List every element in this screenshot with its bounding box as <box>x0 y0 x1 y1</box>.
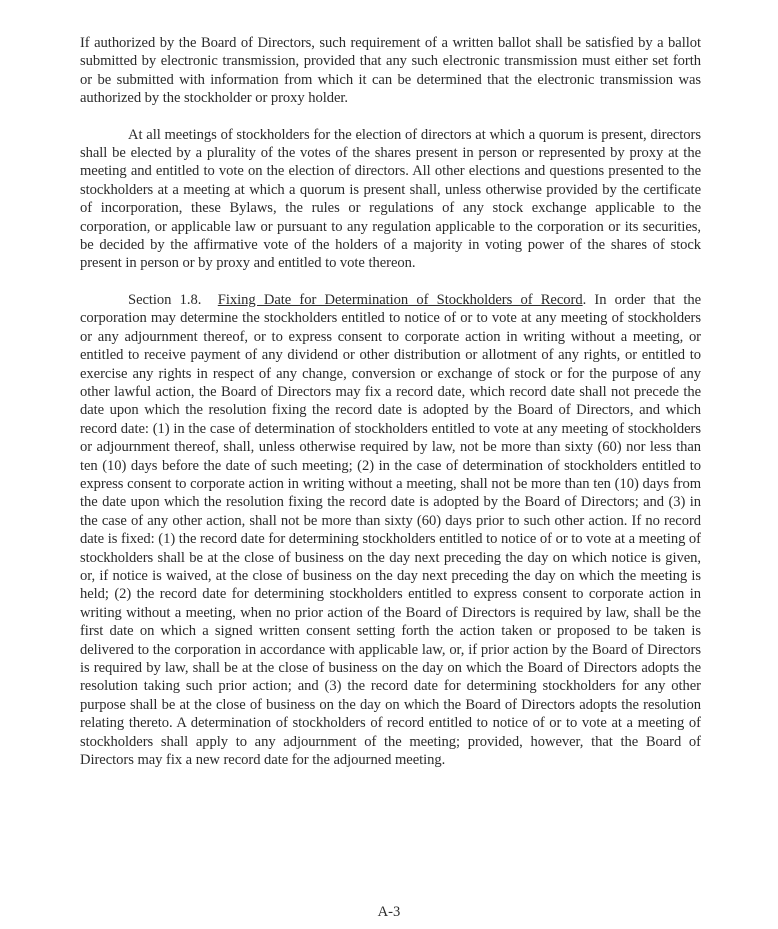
page-number: A-3 <box>377 904 401 920</box>
paragraph-section-1-8 <box>80 291 701 770</box>
paragraph-election-of-directors: At all meetings of stockholders for the election of directors at which a quorum is present, directors shall be elected by a plurality of the votes of the shares present in person or represented by proxy at the meeting and entitled to vote on the election of directors. All other elections and questions presented to the stockholders at a meeting at which a quorum is present shall, unless otherwise provided by the certificate of incorporation, these Bylaws, the rules or regulations of any stock exchange applicable to the corporation, or applicable law or pursuant to any regulation applicable to the corporation or its securities, be decided by the affirmative vote of the holders of a majority in voting power of the shares of stock present in person or by proxy and entitled to vote thereon. <box>80 126 701 272</box>
paragraph-gap <box>80 108 701 126</box>
paragraph-electronic-ballot: If authorized by the Board of Directors, such requirement of a written ballot shall be satisfied by a ballot submitted by electronic transmission, provided that any such electronic transmission must either set forth or be submitted with information from which it can be determined that the electronic transmission was authorized by the stockholder or proxy holder. <box>80 35 701 107</box>
section-body: . In order that the corporation may determine the stockholders entitled to notice of or to vote at any meeting of stockholders or any adjournment thereof, or to express consent to corporate action in writing without a meeting, or entitled to receive payment of any dividend or other distribution or allotment of any rights, or entitled to exercise any rights in respect of any change, conversion or exchange of stock or for the purpose of any other lawful action, the Board of Directors may fix a record date, which record date shall not precede the date upon which the resolution fixing the record date is adopted by the Board of Directors, and which record date: (1) in the case of determination of stockholders entitled to vote at any meeting of stockholders or adjournment thereof, shall, unless otherwise required by law, not be more than sixty (60) nor less than ten (10) days before the date of such meeting; (2) in the case of determination of stockholders entitled to express consent to corporate action in writing without a meeting, shall not be more than ten (10) days from the date upon which the resolution fixing the record date is adopted by the Board of Directors; and (3) in the case of any other action, shall not be more than sixty (60) days prior to such other action. If no record date is fixed: (1) the record date for determining stockholders entitled to notice of or to vote at a meeting of stockholders shall be at the close of business on the day next preceding the day on which notice is given, or, if notice is waived, at the close of business on the day next preceding the day on which the meeting is held; (2) the record date for determining stockholders entitled to express consent to corporate action in writing without a meeting, when no prior action of the Board of Directors is required by law, shall be the first date on which a signed written consent setting forth the action taken or proposed to be taken is delivered to the corporation in accordance with applicable law, or, if prior action by the Board of Directors is required by law, shall be at the close of business on the day on which the Board of Directors adopts the resolution taking such prior action; and (3) the record date for determining stockholders for any other purpose shall be at the close of business on the day on which the Board of Directors adopts the resolution relating thereto. A determination of stockholders of record entitled to notice of or to vote at a meeting of stockholders shall apply to any adjournment of the meeting; provided, however, that the Board of Directors may fix a new record date for the adjourned meeting. <box>80 291 702 769</box>
section-heading: Fixing Date for Determination of Stockholders of Record <box>217 291 583 308</box>
section-number: Section 1.8. <box>128 291 202 308</box>
paragraph-gap <box>80 273 701 291</box>
document-page <box>80 34 701 769</box>
